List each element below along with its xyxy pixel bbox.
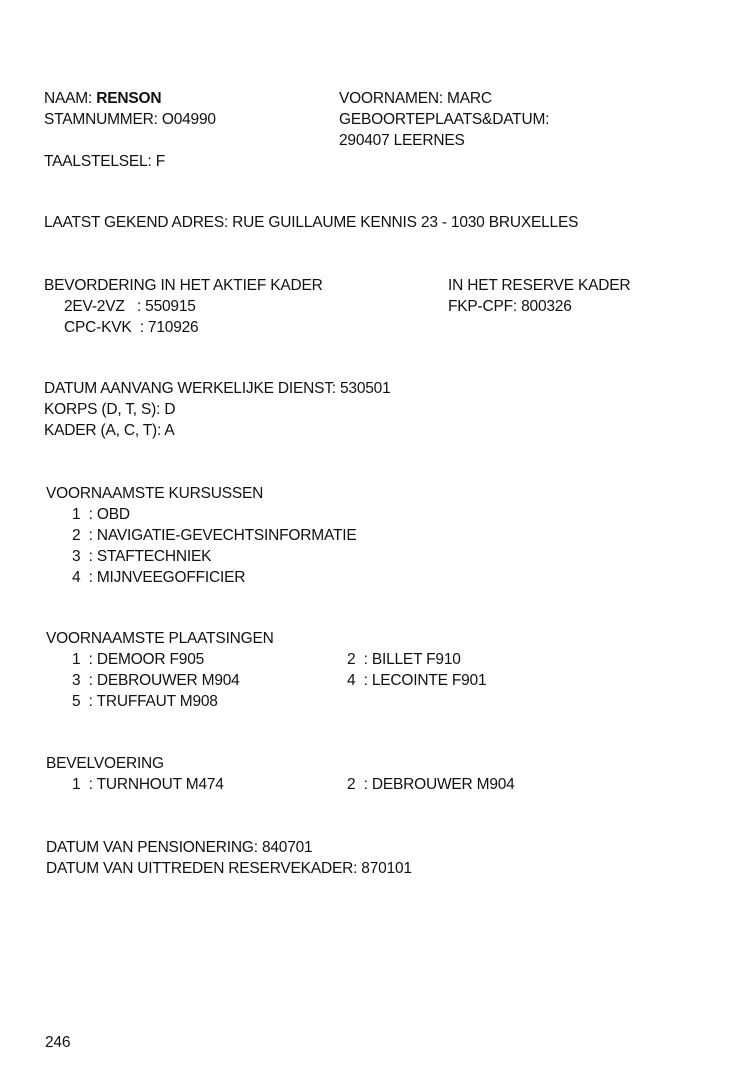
bevelvoering-item: 1 : TURNHOUT M474 <box>72 776 224 793</box>
bevordering-aktief-title: BEVORDERING IN HET AKTIEF KADER <box>44 277 323 294</box>
korps: KORPS (D, T, S): D <box>44 401 176 418</box>
voornamen: VOORNAMEN: MARC <box>339 90 492 107</box>
naam-label: NAAM: <box>44 90 93 107</box>
geboorte-label: GEBOORTEPLAATS&DATUM: <box>339 111 550 128</box>
plaatsing-item: 4 : LECOINTE F901 <box>347 672 487 689</box>
bevordering-reserve-title: IN HET RESERVE KADER <box>448 277 631 294</box>
kursus-item: 1 : OBD <box>72 506 130 523</box>
plaatsing-item: 3 : DEBROUWER M904 <box>72 672 240 689</box>
datum-pensionering: DATUM VAN PENSIONERING: 840701 <box>46 839 313 856</box>
kursus-item: 3 : STAFTECHNIEK <box>72 548 212 565</box>
kursussen-title: VOORNAAMSTE KURSUSSEN <box>46 485 264 502</box>
naam-line <box>44 90 161 108</box>
laatst-gekend-adres: LAATST GEKEND ADRES: RUE GUILLAUME KENNIS 23 - 1030 BRUXELLES <box>44 214 579 231</box>
taalstelsel: TAALSTELSEL: F <box>44 153 165 170</box>
bevelvoering-title: BEVELVOERING <box>46 755 164 772</box>
naam-value: RENSON <box>96 90 162 107</box>
plaatsing-item: 2 : BILLET F910 <box>347 651 461 668</box>
geboorte-value: 290407 LEERNES <box>339 132 465 149</box>
plaatsing-item: 1 : DEMOOR F905 <box>72 651 205 668</box>
stamnummer: STAMNUMMER: O04990 <box>44 111 216 128</box>
plaatsing-item: 5 : TRUFFAUT M908 <box>72 693 218 710</box>
datum-uittreden-reservekader: DATUM VAN UITTREDEN RESERVEKADER: 870101 <box>46 860 412 877</box>
plaatsingen-title: VOORNAAMSTE PLAATSINGEN <box>46 630 274 647</box>
page-number: 246 <box>45 1034 71 1051</box>
bevordering-reserve-line: FKP-CPF: 800326 <box>448 298 572 315</box>
bevordering-aktief-line: CPC-KVK : 710926 <box>64 319 199 336</box>
bevelvoering-item: 2 : DEBROUWER M904 <box>347 776 515 793</box>
datum-aanvang-dienst: DATUM AANVANG WERKELIJKE DIENST: 530501 <box>44 380 391 397</box>
kursus-item: 2 : NAVIGATIE-GEVECHTSINFORMATIE <box>72 527 357 544</box>
kursus-item: 4 : MIJNVEEGOFFICIER <box>72 569 246 586</box>
bevordering-aktief-line: 2EV-2VZ : 550915 <box>64 298 196 315</box>
kader: KADER (A, C, T): A <box>44 422 175 439</box>
